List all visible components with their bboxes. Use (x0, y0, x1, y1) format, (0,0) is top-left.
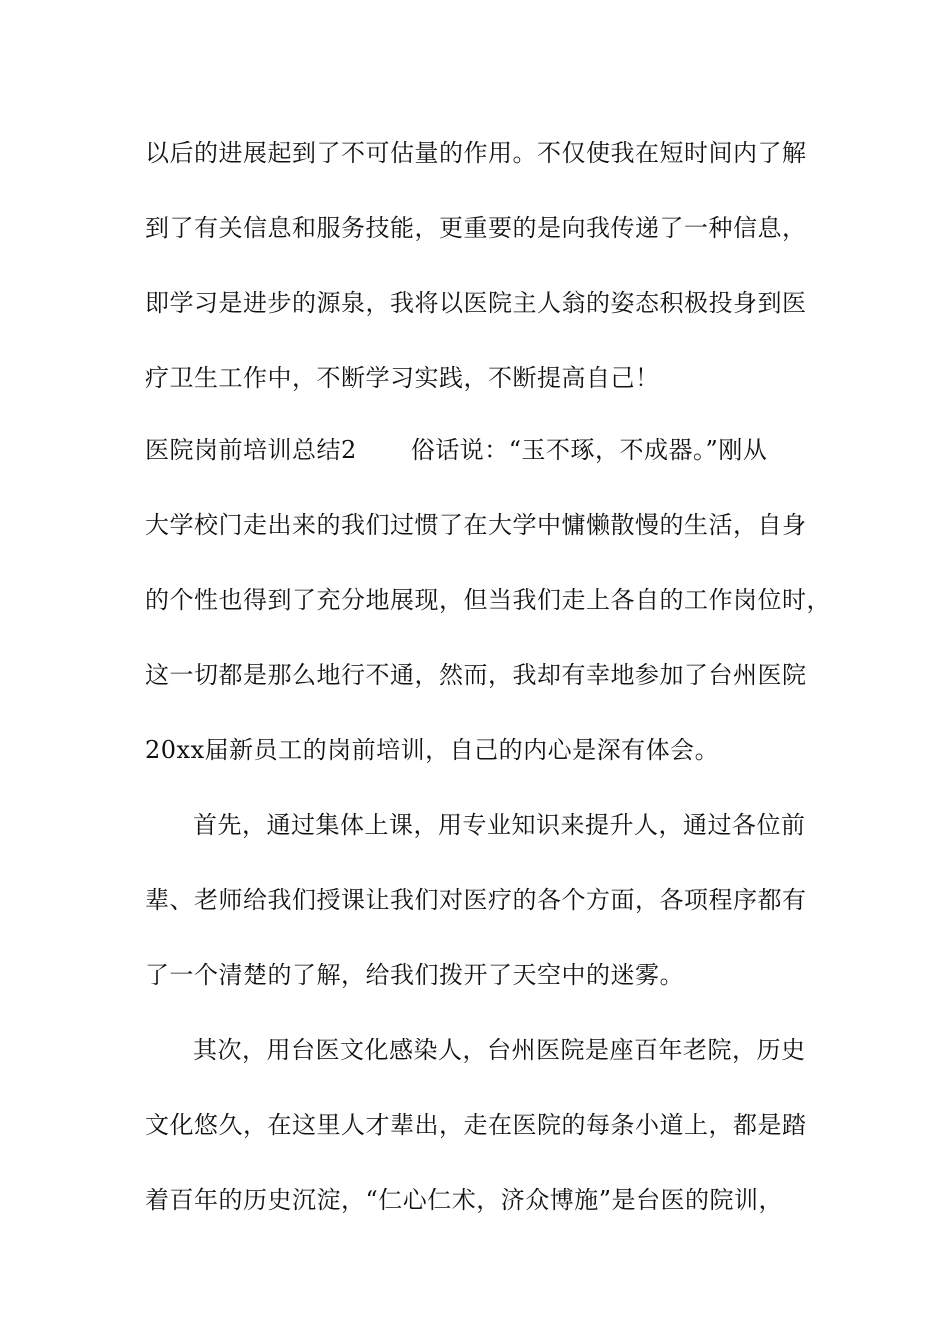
paragraph-line: 辈、老师给我们授课让我们对医疗的各个方面，各项程序都有 (145, 886, 807, 914)
paragraph-line: 的个性也得到了充分地展现，但当我们走上各自的工作岗位时， (145, 586, 831, 614)
paragraph-line: 到了有关信息和服务技能，更重要的是向我传递了一种信息， (145, 214, 807, 242)
section-heading: 医院岗前培训总结2 (145, 436, 357, 464)
paragraph-line: 疗卫生工作中，不断学习实践，不断提高自己！ (145, 364, 660, 392)
paragraph-line: 大学校门走出来的我们过惯了在大学中慵懒散慢的生活，自身 (145, 511, 807, 539)
paragraph-line: 首先，通过集体上课，用专业知识来提升人，通过各位前 (193, 811, 806, 839)
section-first-text: 俗话说：“玉不琢，不成器。”刚从 (410, 436, 768, 464)
paragraph-line: 了一个清楚的了解，给我们拨开了天空中的迷雾。 (145, 961, 684, 989)
paragraph-line: 其次，用台医文化感染人，台州医院是座百年老院，历史 (193, 1036, 806, 1064)
paragraph-line: 即学习是进步的源泉，我将以医院主人翁的姿态积极投身到医 (145, 289, 807, 317)
paragraph-line: 文化悠久，在这里人才辈出，走在医院的每条小道上，都是踏 (145, 1111, 807, 1139)
section-heading-line (145, 435, 767, 465)
paragraph-line: 20xx届新员工的岗前培训，自己的内心是深有体会。 (145, 736, 720, 764)
paragraph-line: 以后的进展起到了不可估量的作用。不仅使我在短时间内了解 (145, 139, 807, 167)
paragraph-line: 着百年的历史沉淀，“仁心仁术，济众博施”是台医的院训， (145, 1186, 784, 1214)
paragraph-line: 这一切都是那么地行不通，然而，我却有幸地参加了台州医院 (145, 661, 807, 689)
